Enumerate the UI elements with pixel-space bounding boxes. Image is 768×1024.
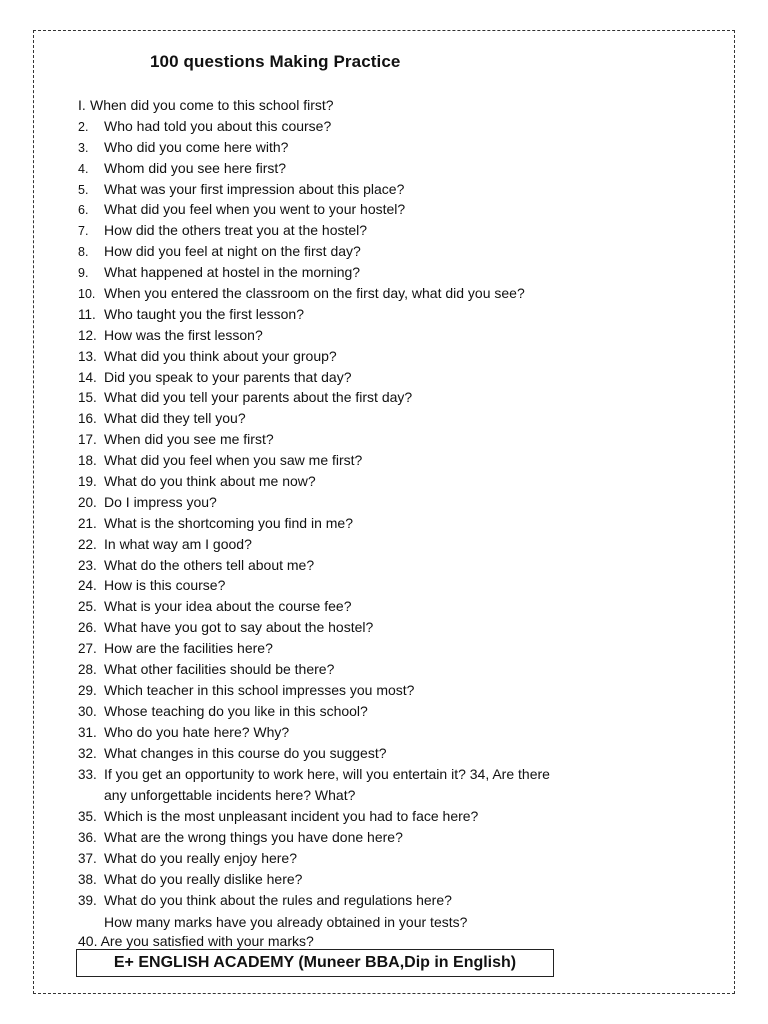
question-number: 21. xyxy=(78,515,97,531)
question-number: 39. xyxy=(78,892,97,908)
question-text: What did you tell your parents about the first day? xyxy=(104,389,413,406)
question-number: 3. xyxy=(78,140,89,155)
question-item xyxy=(78,806,638,827)
question-item xyxy=(78,513,638,534)
question-item xyxy=(78,220,638,241)
question-item xyxy=(78,890,638,933)
question-item xyxy=(78,659,638,680)
question-number: 9. xyxy=(78,266,89,281)
question-text: What was your first impression about this place? xyxy=(104,180,405,197)
question-item xyxy=(78,262,638,283)
question-text: Did you speak to your parents that day? xyxy=(104,368,352,385)
question-text: How was the first lesson? xyxy=(104,326,263,343)
question-text: Whose teaching do you like in this school? xyxy=(104,702,368,719)
question-item xyxy=(78,387,638,408)
question-item xyxy=(78,429,638,450)
question-number: 17. xyxy=(78,432,97,448)
question-item xyxy=(78,304,638,325)
question-continuation: any unforgettable incidents here? What? xyxy=(104,787,356,804)
question-item xyxy=(78,534,638,555)
question-text: Who had told you about this course? xyxy=(104,117,332,134)
question-text: What changes in this course do you suggest? xyxy=(104,744,387,761)
question-number: 25. xyxy=(78,599,97,615)
question-item xyxy=(78,179,638,200)
question-item xyxy=(78,241,638,262)
question-number: 6. xyxy=(78,203,89,218)
question-item xyxy=(78,283,638,304)
question-number: 5. xyxy=(78,182,89,197)
question-item xyxy=(78,116,638,137)
question-text: Who taught you the first lesson? xyxy=(104,305,304,322)
question-number: 14. xyxy=(78,369,97,385)
question-text: Which is the most unpleasant incident you had to face here? xyxy=(104,808,479,825)
question-item xyxy=(78,471,638,492)
question-item xyxy=(78,408,638,429)
question-item xyxy=(78,596,638,617)
question-number: 26. xyxy=(78,620,97,636)
question-text: What do you really dislike here? xyxy=(104,870,303,887)
question-item xyxy=(78,827,638,848)
question-item xyxy=(78,617,638,638)
question-text: What do you think about the rules and regulations here? xyxy=(104,891,452,908)
question-text: What is your idea about the course fee? xyxy=(104,598,352,615)
question-item xyxy=(78,848,638,869)
question-item xyxy=(78,158,638,179)
question-number: 2. xyxy=(78,119,89,134)
question-number: 4. xyxy=(78,161,89,176)
question-text: What do the others tell about me? xyxy=(104,556,315,573)
question-number: 30. xyxy=(78,703,97,719)
question-text: How is this course? xyxy=(104,577,226,594)
question-item xyxy=(78,137,638,158)
question-text: What happened at hostel in the morning? xyxy=(104,264,361,281)
question-number: 16. xyxy=(78,411,97,427)
question-item xyxy=(78,367,638,388)
question-text: What other facilities should be there? xyxy=(104,661,335,678)
question-item: I. When did you come to this school first? xyxy=(78,95,638,116)
question-text: What did they tell you? xyxy=(104,410,246,427)
question-item xyxy=(78,199,638,220)
question-text: When did you come to this school first? xyxy=(90,97,334,113)
question-text: Who did you come here with? xyxy=(104,138,289,155)
question-number: 29. xyxy=(78,682,97,698)
question-number: 13. xyxy=(78,348,97,364)
question-item xyxy=(78,722,638,743)
question-text: How are the facilities here? xyxy=(104,640,273,657)
question-item xyxy=(78,325,638,346)
question-number: 28. xyxy=(78,662,97,678)
question-text: If you get an opportunity to work here, will you entertain it? 34, Are there xyxy=(104,765,550,782)
question-item xyxy=(78,555,638,576)
question-text: Which teacher in this school impresses you most? xyxy=(104,681,415,698)
question-list xyxy=(78,95,638,933)
question-number: 31. xyxy=(78,724,97,740)
question-number: 12. xyxy=(78,327,97,343)
question-item xyxy=(78,701,638,722)
question-number: 7. xyxy=(78,224,89,239)
question-number: 33. xyxy=(78,766,97,782)
question-number: 19. xyxy=(78,474,97,490)
question-item xyxy=(78,638,638,659)
question-text: What is the shortcoming you find in me? xyxy=(104,514,354,531)
cut-off-question: 40. Are you satisfied with your marks? xyxy=(78,933,314,949)
question-text: How did you feel at night on the first day? xyxy=(104,243,361,260)
page-title: 100 questions Making Practice xyxy=(150,52,401,71)
question-text: What have you got to say about the hostel? xyxy=(104,619,374,636)
question-text: What are the wrong things you have done here? xyxy=(104,829,403,846)
question-item xyxy=(78,869,638,890)
question-number: 35. xyxy=(78,809,97,825)
question-text: When you entered the classroom on the first day, what did you see? xyxy=(104,285,525,302)
question-number: 8. xyxy=(78,245,89,260)
question-text: What did you feel when you went to your hostel? xyxy=(104,201,406,218)
question-number: 37. xyxy=(78,851,97,867)
question-number: 23. xyxy=(78,557,97,573)
question-text: Whom did you see here first? xyxy=(104,159,287,176)
question-text: How did the others treat you at the hostel? xyxy=(104,222,368,239)
question-item xyxy=(78,492,638,513)
question-text: What do you really enjoy here? xyxy=(104,850,297,867)
question-item xyxy=(78,450,638,471)
question-text: What did you think about your group? xyxy=(104,347,337,364)
question-number: 36. xyxy=(78,830,97,846)
question-text: When did you see me first? xyxy=(104,431,274,448)
question-number: 22. xyxy=(78,536,97,552)
question-number: 27. xyxy=(78,641,97,657)
question-text: What do you think about me now? xyxy=(104,473,316,490)
question-text: What did you feel when you saw me first? xyxy=(104,452,363,469)
question-text: In what way am I good? xyxy=(104,535,252,552)
question-number: 32. xyxy=(78,745,97,761)
question-number: 24. xyxy=(78,578,97,594)
question-text: Who do you hate here? Why? xyxy=(104,723,290,740)
question-item xyxy=(78,743,638,764)
question-number: 11. xyxy=(78,306,96,322)
question-continuation: How many marks have you already obtained in your tests? xyxy=(104,913,468,930)
question-number: 15. xyxy=(78,390,97,406)
question-item xyxy=(78,575,638,596)
question-number: 10. xyxy=(78,287,96,302)
question-text: Do I impress you? xyxy=(104,493,217,510)
question-item xyxy=(78,680,638,701)
question-number: 20. xyxy=(78,494,97,510)
academy-footer: E+ ENGLISH ACADEMY (Muneer BBA,Dip in English) xyxy=(76,949,554,977)
question-item xyxy=(78,764,638,807)
question-item xyxy=(78,346,638,367)
question-number: 38. xyxy=(78,871,97,887)
question-number: 18. xyxy=(78,453,97,469)
